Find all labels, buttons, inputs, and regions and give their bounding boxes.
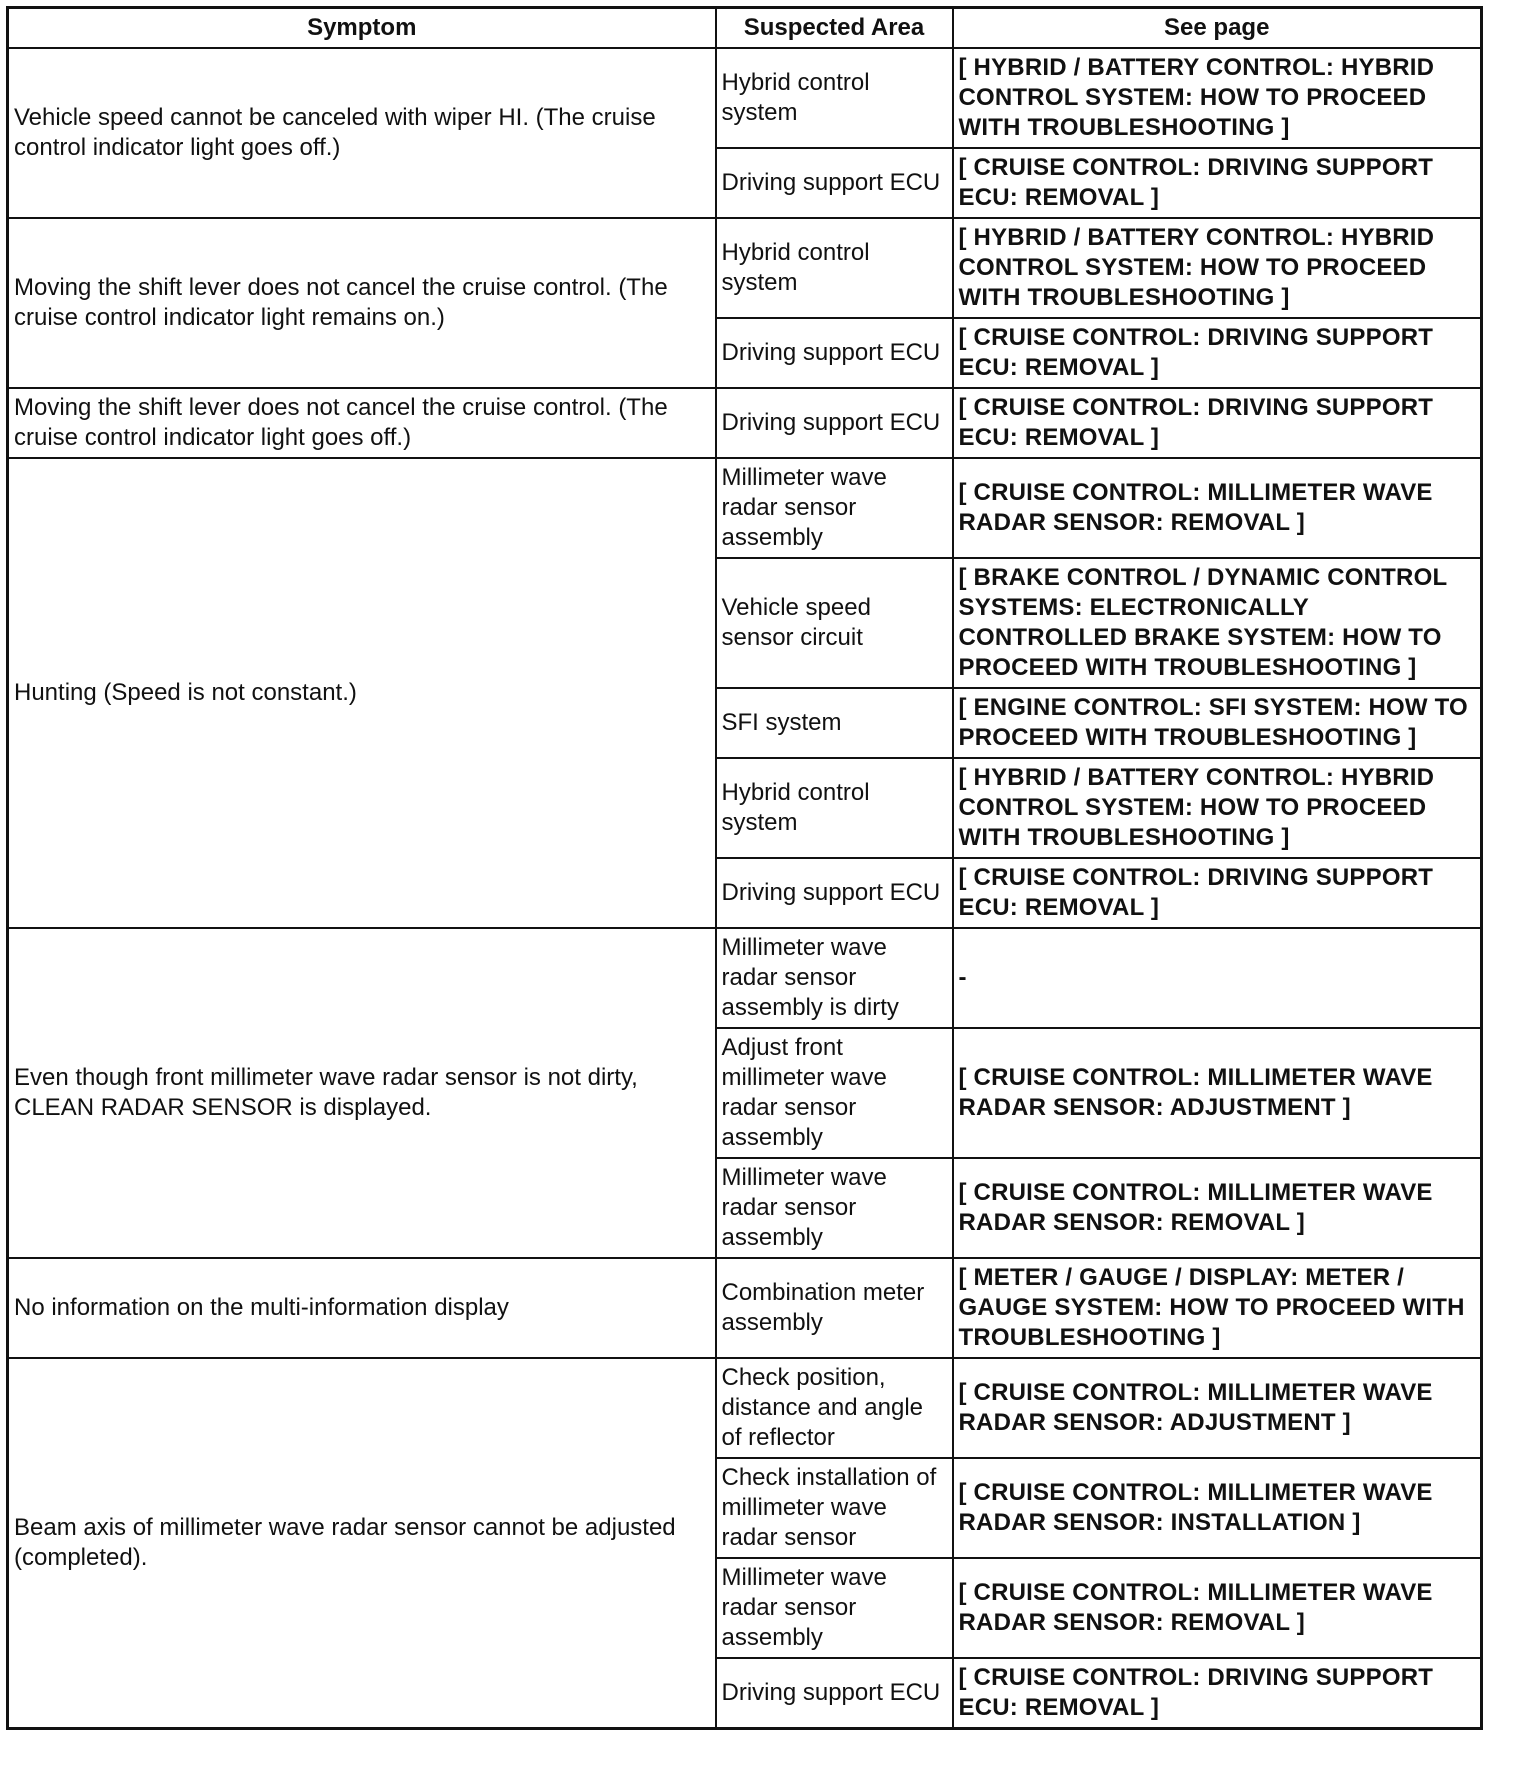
see-page-reference-cell: [ METER / GAUGE / DISPLAY: METER / GAUGE SYSTEM: HOW TO PROCEED WITH TROUBLESHOOTING ] bbox=[953, 1258, 1482, 1358]
see-page-reference-cell: [ HYBRID / BATTERY CONTROL: HYBRID CONTROL SYSTEM: HOW TO PROCEED WITH TROUBLESHOOTING ] bbox=[953, 48, 1482, 148]
suspected-area-cell: Hybrid control system bbox=[716, 758, 953, 858]
table-row bbox=[8, 928, 1482, 1028]
suspected-area-cell: Vehicle speed sensor circuit bbox=[716, 558, 953, 688]
see-page-reference-cell: [ HYBRID / BATTERY CONTROL: HYBRID CONTROL SYSTEM: HOW TO PROCEED WITH TROUBLESHOOTING ] bbox=[953, 758, 1482, 858]
symptom-cell: Hunting (Speed is not constant.) bbox=[8, 458, 716, 928]
see-page-reference-cell: [ CRUISE CONTROL: DRIVING SUPPORT ECU: REMOVAL ] bbox=[953, 388, 1482, 458]
table-row bbox=[8, 458, 1482, 558]
see-page-reference-cell: [ CRUISE CONTROL: DRIVING SUPPORT ECU: REMOVAL ] bbox=[953, 1658, 1482, 1729]
table-row bbox=[8, 388, 1482, 458]
header-suspected-area: Suspected Area bbox=[716, 8, 953, 49]
see-page-reference-cell: [ CRUISE CONTROL: DRIVING SUPPORT ECU: REMOVAL ] bbox=[953, 858, 1482, 928]
see-page-reference-cell: [ CRUISE CONTROL: DRIVING SUPPORT ECU: REMOVAL ] bbox=[953, 148, 1482, 218]
suspected-area-cell: Driving support ECU bbox=[716, 388, 953, 458]
suspected-area-cell: Millimeter wave radar sensor assembly bbox=[716, 1158, 953, 1258]
table-header-row bbox=[8, 8, 1482, 49]
header-see-page: See page bbox=[953, 8, 1482, 49]
header-symptom: Symptom bbox=[8, 8, 716, 49]
suspected-area-cell: Driving support ECU bbox=[716, 858, 953, 928]
see-page-reference-cell: [ ENGINE CONTROL: SFI SYSTEM: HOW TO PROCEED WITH TROUBLESHOOTING ] bbox=[953, 688, 1482, 758]
suspected-area-cell: Millimeter wave radar sensor assembly bbox=[716, 458, 953, 558]
suspected-area-cell: Driving support ECU bbox=[716, 148, 953, 218]
see-page-reference-cell: [ CRUISE CONTROL: MILLIMETER WAVE RADAR SENSOR: REMOVAL ] bbox=[953, 1158, 1482, 1258]
see-page-reference-cell: [ CRUISE CONTROL: MILLIMETER WAVE RADAR SENSOR: REMOVAL ] bbox=[953, 458, 1482, 558]
symptom-cell: Even though front millimeter wave radar sensor is not dirty, CLEAN RADAR SENSOR is displayed. bbox=[8, 928, 716, 1258]
suspected-area-cell: Combination meter assembly bbox=[716, 1258, 953, 1358]
suspected-area-cell: Hybrid control system bbox=[716, 218, 953, 318]
suspected-area-cell: Driving support ECU bbox=[716, 318, 953, 388]
see-page-reference-cell: [ CRUISE CONTROL: MILLIMETER WAVE RADAR SENSOR: REMOVAL ] bbox=[953, 1558, 1482, 1658]
suspected-area-cell: Check position, distance and angle of reflector bbox=[716, 1358, 953, 1458]
troubleshooting-table-container bbox=[6, 6, 1483, 1730]
see-page-reference-cell: [ CRUISE CONTROL: MILLIMETER WAVE RADAR SENSOR: ADJUSTMENT ] bbox=[953, 1358, 1482, 1458]
table-body bbox=[8, 48, 1482, 1729]
symptom-cell: Beam axis of millimeter wave radar sensor cannot be adjusted (completed). bbox=[8, 1358, 716, 1729]
see-page-reference-cell: [ CRUISE CONTROL: MILLIMETER WAVE RADAR SENSOR: INSTALLATION ] bbox=[953, 1458, 1482, 1558]
see-page-reference-cell: - bbox=[953, 928, 1482, 1028]
table-row bbox=[8, 48, 1482, 148]
see-page-reference-cell: [ CRUISE CONTROL: MILLIMETER WAVE RADAR SENSOR: ADJUSTMENT ] bbox=[953, 1028, 1482, 1158]
symptom-cell: No information on the multi-information display bbox=[8, 1258, 716, 1358]
suspected-area-cell: Driving support ECU bbox=[716, 1658, 953, 1729]
see-page-reference-cell: [ BRAKE CONTROL / DYNAMIC CONTROL SYSTEMS: ELECTRONICALLY CONTROLLED BRAKE SYSTEM: HOW TO PROCEED WITH TROUBLESHOOTING ] bbox=[953, 558, 1482, 688]
symptom-cell: Vehicle speed cannot be canceled with wiper HI. (The cruise control indicator light goes off.) bbox=[8, 48, 716, 218]
table-row bbox=[8, 218, 1482, 318]
symptom-cell: Moving the shift lever does not cancel the cruise control. (The cruise control indicator light goes off.) bbox=[8, 388, 716, 458]
see-page-reference-cell: [ CRUISE CONTROL: DRIVING SUPPORT ECU: REMOVAL ] bbox=[953, 318, 1482, 388]
suspected-area-cell: Millimeter wave radar sensor assembly bbox=[716, 1558, 953, 1658]
see-page-reference-cell: [ HYBRID / BATTERY CONTROL: HYBRID CONTROL SYSTEM: HOW TO PROCEED WITH TROUBLESHOOTING ] bbox=[953, 218, 1482, 318]
troubleshooting-table bbox=[6, 6, 1483, 1730]
symptom-cell: Moving the shift lever does not cancel the cruise control. (The cruise control indicator light remains on.) bbox=[8, 218, 716, 388]
suspected-area-cell: Adjust front millimeter wave radar sensor assembly bbox=[716, 1028, 953, 1158]
suspected-area-cell: Check installation of millimeter wave radar sensor bbox=[716, 1458, 953, 1558]
suspected-area-cell: Hybrid control system bbox=[716, 48, 953, 148]
table-row bbox=[8, 1358, 1482, 1458]
suspected-area-cell: SFI system bbox=[716, 688, 953, 758]
table-row bbox=[8, 1258, 1482, 1358]
suspected-area-cell: Millimeter wave radar sensor assembly is dirty bbox=[716, 928, 953, 1028]
